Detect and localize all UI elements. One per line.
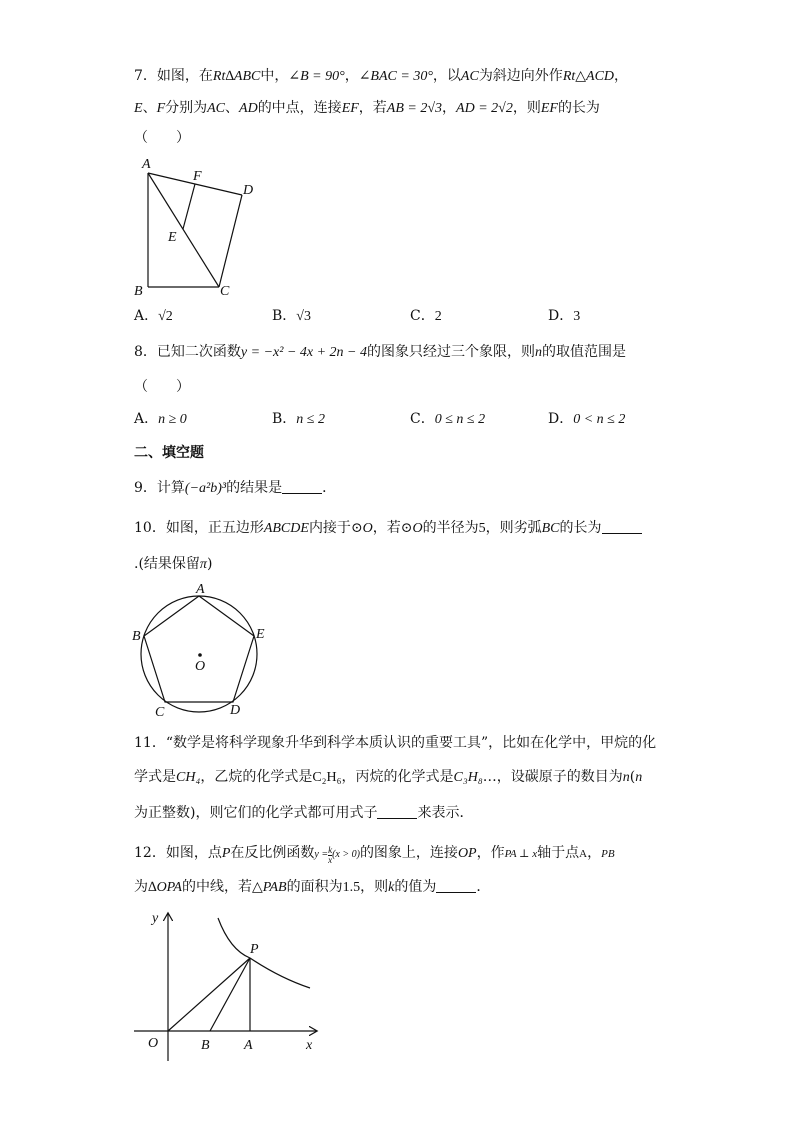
q7-label-c: C — [220, 284, 230, 299]
q9-line: 9．计算(−a²b)³的结果是 ． — [134, 480, 337, 496]
q12-hyperbola — [218, 918, 310, 988]
q7-option-d: D．3 — [548, 308, 581, 324]
q12-figure — [130, 906, 330, 1066]
q8-line-1: 8．已知二次函数y = −x² − 4x + 2n − 4的图象只经过三个象限，则n的取值范围是 — [134, 344, 626, 360]
q9-answer-blank[interactable] — [282, 479, 322, 494]
q12-segment-pb — [210, 958, 250, 1031]
q8-option-c: C．0 ≤ n ≤ 2 — [410, 411, 486, 427]
q7-answer-paren: （ ） — [134, 130, 190, 146]
q11-line-1: 11．“数学是将科学现象升华到科学本质认识的重要工具”，比如在化学中，甲烷的化 — [134, 735, 657, 751]
q7-option-a: A．√2 — [134, 308, 173, 324]
q7-label-f: F — [193, 169, 202, 184]
q12-line-1: 12．如图，点P在反比例函数y = $\frac{k}{x}$ (x > 0)的图象上，连接OP，作PA ⊥ x轴于点A，PB — [134, 845, 615, 865]
q10-label-b: B — [132, 629, 141, 644]
q7-segment-dc — [219, 195, 242, 287]
q10-line-1: 10．如图，正五边形ABCDE内接于⊙O，若⊙O的半径为5，则劣弧BC的长为 — [134, 518, 642, 539]
q8-option-d: D．0 < n ≤ 2 — [548, 411, 626, 427]
q7-segment-ac — [148, 173, 219, 287]
q10-line-2: .(结果保留π) — [134, 556, 213, 572]
q10-pentagon — [144, 596, 254, 702]
q10-label-d: D — [230, 703, 241, 718]
q8-option-a: A．n ≥ 0 — [134, 411, 187, 427]
q10-label-e: E — [256, 627, 265, 642]
q10-label-a: A — [196, 582, 205, 597]
q12-fraction-k-over-x: $\frac{k}{x}$ — [328, 845, 333, 865]
q7-line-2: E、F分别为AC、AD的中点，连接EF，若AB = 2√3，AD = 2√2，则EF的长为 — [134, 100, 600, 116]
q12-label-x: x — [306, 1038, 313, 1053]
q7-line-1: 7．如图，在Rt∆ABC中，∠B = 90°，∠BAC = 30°，以AC为斜边向外作Rt△ACD， — [134, 68, 629, 84]
q12-label-b: B — [201, 1038, 210, 1053]
section-title-fill-in: 二、填空题 — [134, 445, 204, 461]
q11-answer-blank[interactable] — [377, 804, 417, 819]
q7-label-d: D — [243, 183, 254, 198]
q10-label-c: C — [155, 705, 165, 720]
q12-label-a: A — [244, 1038, 253, 1053]
q12-label-o: O — [148, 1036, 159, 1051]
q7-label-e: E — [168, 230, 177, 245]
q7-option-c: C．2 — [410, 308, 442, 324]
q12-label-y: y — [152, 911, 159, 926]
q12-answer-blank[interactable] — [436, 878, 476, 893]
q10-figure — [128, 582, 278, 722]
q12-label-p: P — [250, 942, 259, 957]
q7-label-b: B — [134, 284, 143, 299]
q7-label-a: A — [142, 157, 151, 172]
q11-line-3: 为正整数)，则它们的化学式都可用式子 来表示． — [134, 805, 474, 821]
q7-segment-ef — [183, 184, 195, 229]
q12-line-2: 为∆OPA的中线，若△PAB的面积为1.5，则k的值为 ． — [134, 879, 491, 895]
q10-center-dot — [198, 653, 202, 657]
q10-label-o: O — [195, 659, 206, 674]
q8-option-b: B．n ≤ 2 — [272, 411, 325, 427]
q11-line-2: 学式是CH₄，乙烷的化学式是C₂H₆，丙烷的化学式是C₃H₈…，设碳原子的数目为n(n — [134, 769, 643, 785]
q8-answer-paren: （ ） — [134, 379, 190, 395]
q7-option-b: B．√3 — [272, 308, 311, 324]
q7-figure — [130, 152, 270, 302]
q10-answer-blank[interactable] — [602, 519, 642, 534]
q12-segment-op — [168, 958, 250, 1031]
